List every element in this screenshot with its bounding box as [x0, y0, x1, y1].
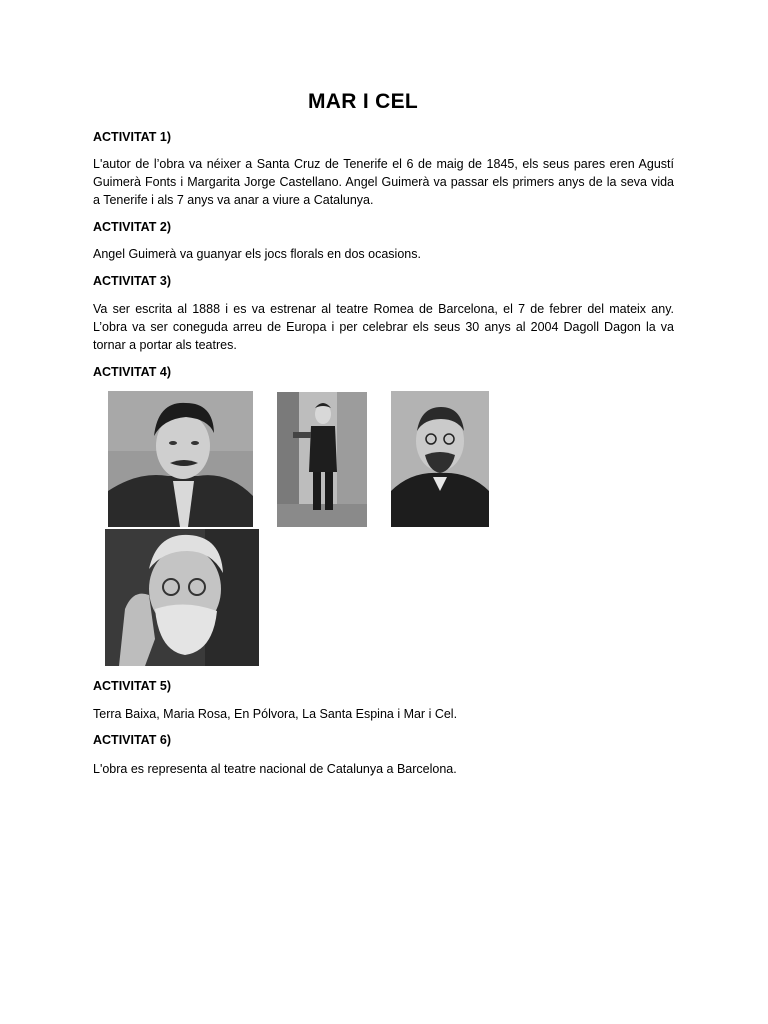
section-text-5: Terra Baixa, Maria Rosa, En Pólvora, La Santa Espina i Mar i Cel.: [93, 707, 458, 721]
page-title: MAR I CEL: [307, 90, 419, 113]
section-heading-2: ACTIVITAT 2): [93, 220, 172, 234]
portrait-photo-1: [108, 391, 253, 527]
section-text-3: Va ser escrita al 1888 i es va estrenar al teatre Romea de Barcelona, el 7 de febrer del mateix any. L’obra va ser coneguda arreu de Europa i per celebrar els seus 30 anys al 2004 Dagoll Dagon la va tornar a portar als teatres.: [93, 302, 674, 352]
section-heading-1: ACTIVITAT 1): [93, 130, 172, 144]
portrait-photo-4: [105, 529, 259, 666]
section-heading-6: ACTIVITAT 6): [93, 733, 172, 747]
section-text-2: Angel Guimerà va guanyar els jocs florals en dos ocasions.: [93, 247, 421, 261]
section-heading-5: ACTIVITAT 5): [93, 679, 172, 693]
section-heading-4: ACTIVITAT 4): [93, 365, 172, 379]
portrait-photo-3: [391, 391, 489, 527]
section-text-6: L'obra es representa al teatre nacional de Catalunya a Barcelona.: [93, 762, 457, 776]
portrait-photo-2: [277, 392, 367, 527]
section-heading-3: ACTIVITAT 3): [93, 274, 172, 288]
section-text-1: L'autor de l’obra va néixer a Santa Cruz de Tenerife el 6 de maig de 1845, els seus pares eren Agustí Guimerà Fonts i Margarita Jorge Castellano. Angel Guimerà va passar els primers anys de la seva vida a Tenerife i als 7 anys va anar a viure a Catalunya.: [93, 157, 674, 207]
